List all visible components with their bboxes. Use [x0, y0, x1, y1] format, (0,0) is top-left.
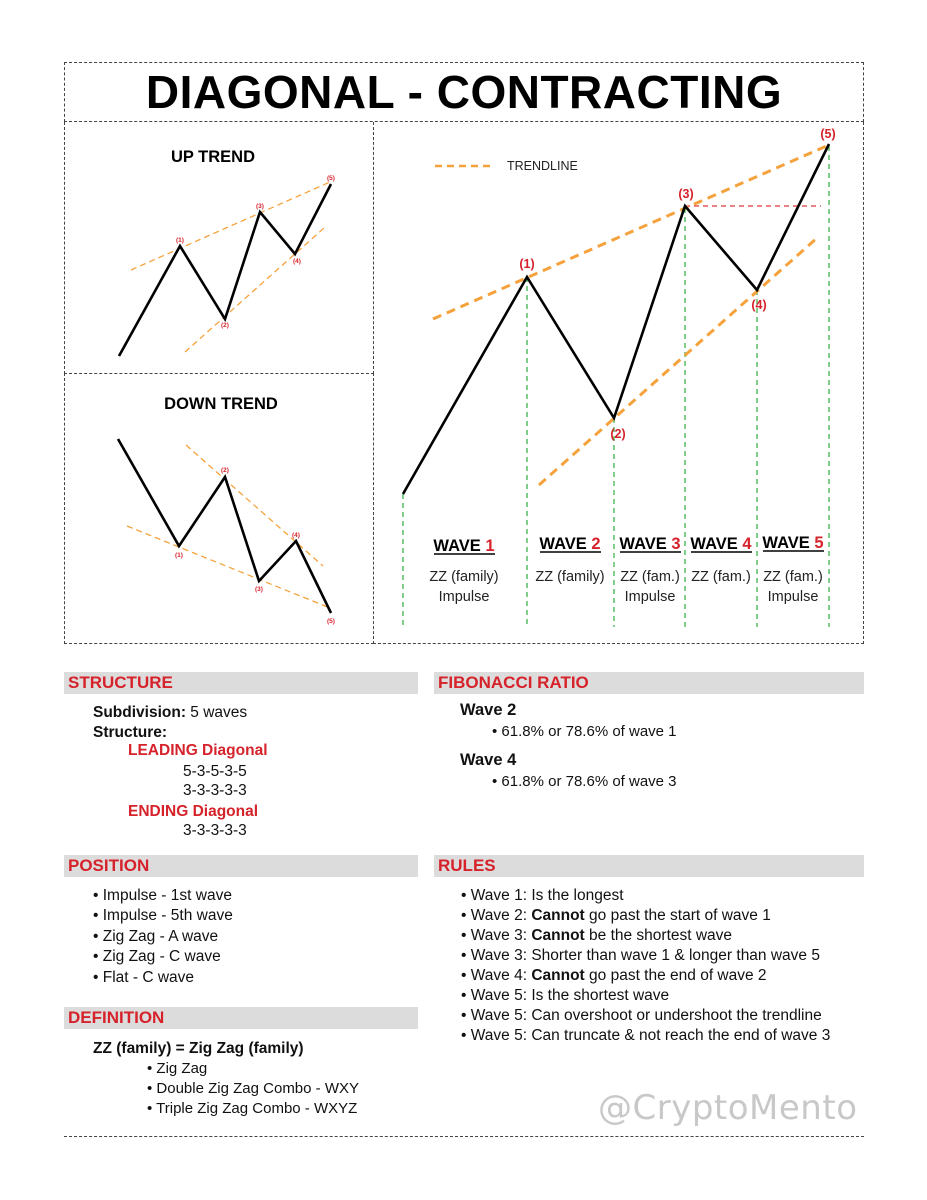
rule-item-2 — [461, 906, 771, 926]
fib-wave2-text: • 61.8% or 78.6% of wave 1 — [492, 723, 677, 740]
fib-wave4-text: • 61.8% or 78.6% of wave 3 — [492, 773, 677, 790]
down-point-1: (1) — [175, 552, 183, 559]
svg-text:WAVE 2 — [539, 535, 600, 553]
rule-5-tail: go past the end of wave 2 — [584, 967, 767, 984]
wave-1-subtype: Impulse — [438, 589, 490, 605]
main-wave-path — [403, 144, 829, 494]
fib-wave4-label: Wave 4 — [460, 751, 517, 769]
up-point-1: (1) — [176, 237, 184, 244]
rule-1-text: • Wave 1: Is the longest — [461, 887, 624, 904]
wave-1-word: WAVE — [433, 537, 481, 555]
wave-1-label — [429, 537, 498, 605]
rule-3-emphasis: Cannot — [531, 927, 585, 944]
down-trend-diagram — [65, 373, 375, 644]
bottom-divider — [64, 1136, 864, 1137]
wave-1-type: ZZ (family) — [429, 569, 499, 585]
rule-item-5 — [461, 966, 767, 986]
wave-3-word: WAVE — [619, 535, 667, 553]
wave-2-label — [535, 535, 604, 585]
rule-8-text: • Wave 5: Can truncate & not reach the end of wave 3 — [461, 1027, 831, 1044]
ending-value-1: 3-3-3-3-3 — [183, 822, 247, 839]
main-point-4: (4) — [751, 298, 767, 312]
wave-2-number: 2 — [591, 535, 601, 553]
rule-item-4 — [461, 946, 820, 966]
structure-label: Structure: — [93, 724, 168, 741]
down-point-3: (3) — [255, 586, 263, 593]
main-point-1: (1) — [519, 257, 535, 271]
wave-3-number: 3 — [671, 535, 681, 553]
main-point-2: (2) — [610, 427, 626, 441]
wave-4-label — [690, 535, 752, 585]
wave-3-label — [619, 535, 681, 605]
svg-text:WAVE 4 — [690, 535, 752, 553]
down-trend-wave-path — [118, 439, 331, 613]
rule-5-text: • Wave 4: — [461, 967, 532, 984]
up-upper-trendline — [131, 182, 330, 270]
fibonacci-heading: FIBONACCI RATIO — [434, 672, 864, 694]
down-trend-label: DOWN TREND — [164, 395, 278, 413]
structure-heading: STRUCTURE — [64, 672, 418, 694]
wave-3-type: ZZ (fam.) — [620, 569, 680, 585]
subdivision-label: Subdivision: — [93, 704, 186, 721]
lower-trendline — [539, 238, 817, 485]
main-point-3: (3) — [678, 187, 694, 201]
wave-5-word: WAVE — [762, 534, 810, 552]
position-item-2: • Impulse - 5th wave — [93, 907, 233, 924]
wave-4-word: WAVE — [690, 535, 738, 553]
position-item-5: • Flat - C wave — [93, 969, 195, 986]
up-trend-label: UP TREND — [170, 148, 256, 166]
wave-5-label — [762, 534, 824, 605]
zz-family-label: ZZ (family) = Zig Zag (family) — [93, 1040, 304, 1057]
fib-wave2-label: Wave 2 — [460, 701, 517, 719]
up-trend-panel — [64, 122, 374, 374]
rule-3-text: • Wave 3: — [461, 927, 532, 944]
down-point-5: (5) — [327, 618, 335, 625]
rule-7-text: • Wave 5: Can overshoot or undershoot the trendline — [461, 1007, 822, 1024]
up-point-3: (3) — [256, 203, 264, 210]
watermark: @CryptoMento — [598, 1088, 858, 1128]
position-item-1: • Impulse - 1st wave — [93, 887, 232, 904]
page-title: DIAGONAL - CONTRACTING — [145, 66, 783, 118]
title-box — [64, 62, 864, 122]
leading-value-2: 3-3-3-3-3 — [183, 782, 247, 799]
wave-2-type: ZZ (family) — [535, 569, 605, 585]
svg-text:WAVE 5 — [762, 534, 823, 552]
main-diagram-panel — [373, 122, 864, 644]
down-point-4: (4) — [292, 532, 300, 539]
position-item-4: • Zig Zag - C wave — [93, 948, 221, 965]
rule-item-3 — [461, 926, 732, 946]
rule-3-tail: be the shortest wave — [584, 927, 733, 944]
definition-item-2: • Double Zig Zag Combo - WXY — [147, 1080, 359, 1097]
subdivision-line — [93, 703, 247, 723]
wave-4-type: ZZ (fam.) — [691, 569, 751, 585]
rule-4-text: • Wave 3: Shorter than wave 1 & longer than wave 5 — [461, 947, 820, 964]
leading-diagonal-label: LEADING Diagonal — [128, 742, 268, 759]
leading-value-1: 5-3-5-3-5 — [183, 763, 247, 780]
up-point-4: (4) — [293, 258, 301, 265]
main-diagram — [373, 122, 864, 644]
definition-item-3: • Triple Zig Zag Combo - WXYZ — [147, 1100, 358, 1117]
wave-5-type: ZZ (fam.) — [763, 569, 823, 585]
main-point-5: (5) — [820, 127, 836, 141]
upper-trendline — [433, 144, 831, 319]
wave-4-number: 4 — [742, 535, 752, 553]
position-item-3: • Zig Zag - A wave — [93, 928, 219, 945]
wave-3-subtype: Impulse — [624, 589, 676, 605]
up-trend-diagram — [65, 122, 375, 374]
definition-heading: DEFINITION — [64, 1007, 418, 1029]
down-trend-panel — [64, 373, 374, 644]
svg-text:WAVE 1 — [433, 537, 494, 555]
wave-labels — [429, 534, 824, 605]
wave-5-subtype: Impulse — [767, 589, 819, 605]
wave-2-word: WAVE — [539, 535, 587, 553]
svg-text:WAVE 3 — [619, 535, 680, 553]
legend-trendline-label: TRENDLINE — [507, 159, 578, 173]
rule-6-text: • Wave 5: Is the shortest wave — [461, 987, 670, 1004]
definition-item-1: • Zig Zag — [147, 1060, 208, 1077]
rule-2-emphasis: Cannot — [531, 907, 585, 924]
rules-heading: RULES — [434, 855, 864, 877]
rule-5-emphasis: Cannot — [531, 967, 585, 984]
wave-5-number: 5 — [814, 534, 824, 552]
subdivision-value: 5 waves — [186, 704, 248, 721]
rule-item-6 — [461, 986, 669, 1006]
rule-item-7 — [461, 1006, 822, 1026]
rule-2-tail: go past the start of wave 1 — [584, 907, 771, 924]
ending-diagonal-label: ENDING Diagonal — [128, 803, 259, 820]
rule-item-1 — [461, 886, 624, 906]
up-point-5: (5) — [327, 175, 335, 182]
rule-item-8 — [461, 1026, 830, 1046]
down-point-2: (2) — [221, 467, 229, 474]
wave-1-number: 1 — [485, 537, 495, 555]
up-trend-wave-path — [119, 184, 331, 356]
up-point-2: (2) — [221, 322, 229, 329]
rule-2-text: • Wave 2: — [461, 907, 532, 924]
position-heading: POSITION — [64, 855, 418, 877]
